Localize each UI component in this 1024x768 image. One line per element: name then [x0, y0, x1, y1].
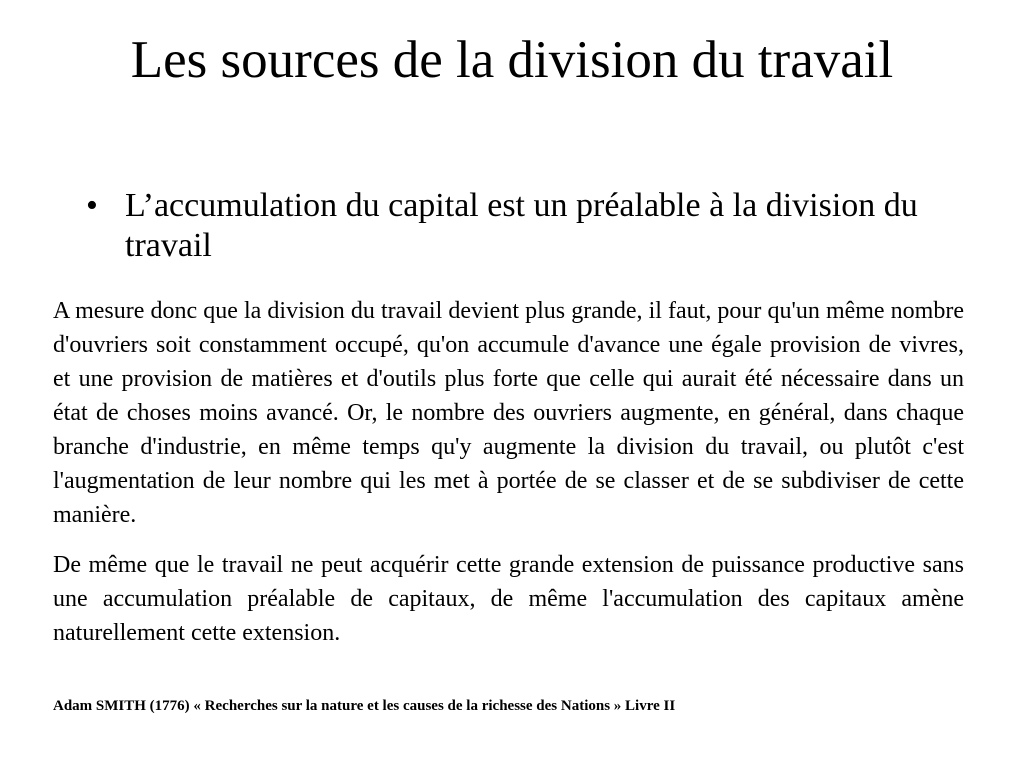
- slide-title: Les sources de la division du travail: [130, 31, 894, 89]
- quote-paragraph-2: De même que le travail ne peut acquérir cette grande extension de puissance productive sans une accumulation préalable de capitaux, de même l'accumulation des capitaux amène naturellement cette extension.: [53, 552, 964, 646]
- bullet-text: L’accumulation du capital est un préalable à la division du travail: [125, 187, 918, 264]
- quotation: [53, 294, 964, 650]
- citation: Adam SMITH (1776) « Recherches sur la nature et les causes de la richesse des Nations » Livre II: [53, 698, 676, 714]
- bullet-symbol: •: [86, 187, 98, 224]
- bullet-list: [84, 186, 944, 266]
- quote-paragraph-1: A mesure donc que la division du travail devient plus grande, il faut, pour qu'un même nombre d'ouvriers soit constamment occupé, qu'on accumule d'avance une égale provision de vivres, et une provision de matières et d'outils plus forte que celle qui aurait été nécessaire dans un état de choses moins avancé. Or, le nombre des ouvriers augmente, en général, dans chaque branche d'industrie, en même temps qu'y augmente la division du travail, ou plutôt c'est l'augmentation de leur nombre qui les met à portée de se classer et de se subdiviser de cette manière.: [53, 298, 964, 528]
- bullet-item: [84, 186, 944, 266]
